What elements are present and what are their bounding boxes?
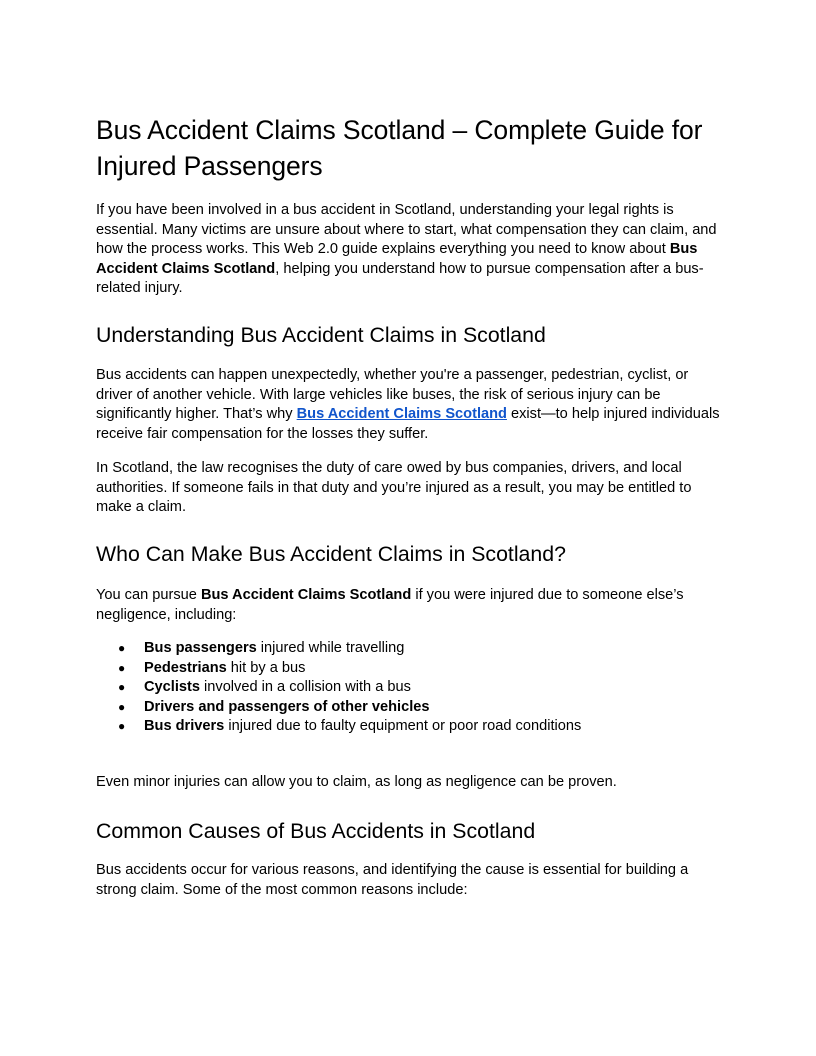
intro-text-2: , helping you understand how to pursue compensation after a bus-related injury. (96, 260, 704, 296)
bullet-icon: ● (118, 641, 126, 655)
who-paragraph-1 (96, 586, 720, 625)
list-item (96, 678, 720, 698)
understanding-paragraph-1 (96, 366, 720, 444)
list-item-text: injured due to faulty equipment or poor road conditions (224, 718, 582, 734)
list-item-bold: Bus drivers (144, 718, 225, 734)
causes-paragraph-1: Bus accidents occur for various reasons, and identifying the cause is essential for building a strong claim. Some of the most common reasons include: (96, 862, 689, 898)
list-item-text: involved in a collision with a bus (199, 679, 411, 695)
bullet-icon: ● (118, 719, 126, 733)
list-item (96, 659, 720, 679)
list-item (96, 698, 720, 718)
understanding-text-2: exist—to help injured individuals receive fair compensation for the losses they suffer. (96, 406, 720, 442)
document-title: Bus Accident Claims Scotland – Complete Guide for Injured Passengers (96, 115, 703, 181)
list-item (96, 717, 720, 737)
intro-bold-keyword: Bus Accident Claims Scotland (96, 241, 698, 277)
understanding-text-1: Bus accidents can happen unexpectedly, whether you're a passenger, pedestrian, cyclist, or driver of another vehicle. With large vehicles like buses, the risk of serious injury can be significantly higher. That’s why (96, 367, 689, 422)
who-bold-keyword: Bus Accident Claims Scotland (200, 587, 412, 603)
list-item-text: injured while travelling (256, 640, 405, 656)
list-item (96, 639, 720, 659)
understanding-paragraph-2: In Scotland, the law recognises the duty of care owed by bus companies, drivers, and local authorities. If someone fails in that duty and you’re injured as a result, you may be entitled to make a claim. (96, 460, 692, 515)
list-item-bold: Cyclists (144, 679, 200, 695)
claimant-list (96, 639, 720, 737)
list-item-bold: Bus passengers (144, 640, 257, 656)
heading-understanding: Understanding Bus Accident Claims in Scotland (96, 323, 546, 347)
list-item-text: hit by a bus (226, 659, 306, 676)
heading-who-can-claim: Who Can Make Bus Accident Claims in Scotland? (96, 542, 566, 566)
who-text-1: You can pursue (96, 587, 201, 603)
bullet-icon: ● (118, 680, 126, 694)
bus-accident-claims-link[interactable]: Bus Accident Claims Scotland (296, 406, 507, 422)
bullet-icon: ● (118, 699, 126, 714)
intro-paragraph (96, 201, 720, 299)
heading-common-causes: Common Causes of Bus Accidents in Scotland (96, 819, 536, 843)
who-paragraph-2: Even minor injuries can allow you to claim, as long as negligence can be proven. (96, 774, 617, 790)
list-item-bold: Drivers and passengers of other vehicles (144, 698, 430, 715)
list-item-bold: Pedestrians (144, 659, 227, 676)
who-text-2: if you were injured due to someone else’s negligence, including: (96, 587, 684, 623)
intro-text-1: If you have been involved in a bus accident in Scotland, understanding your legal rights is essential. Many victims are unsure about where to start, what compensation they can claim, and how the process works. This Web 2.0 guide explains everything you need to know about (96, 202, 717, 257)
bullet-icon: ● (118, 660, 126, 675)
